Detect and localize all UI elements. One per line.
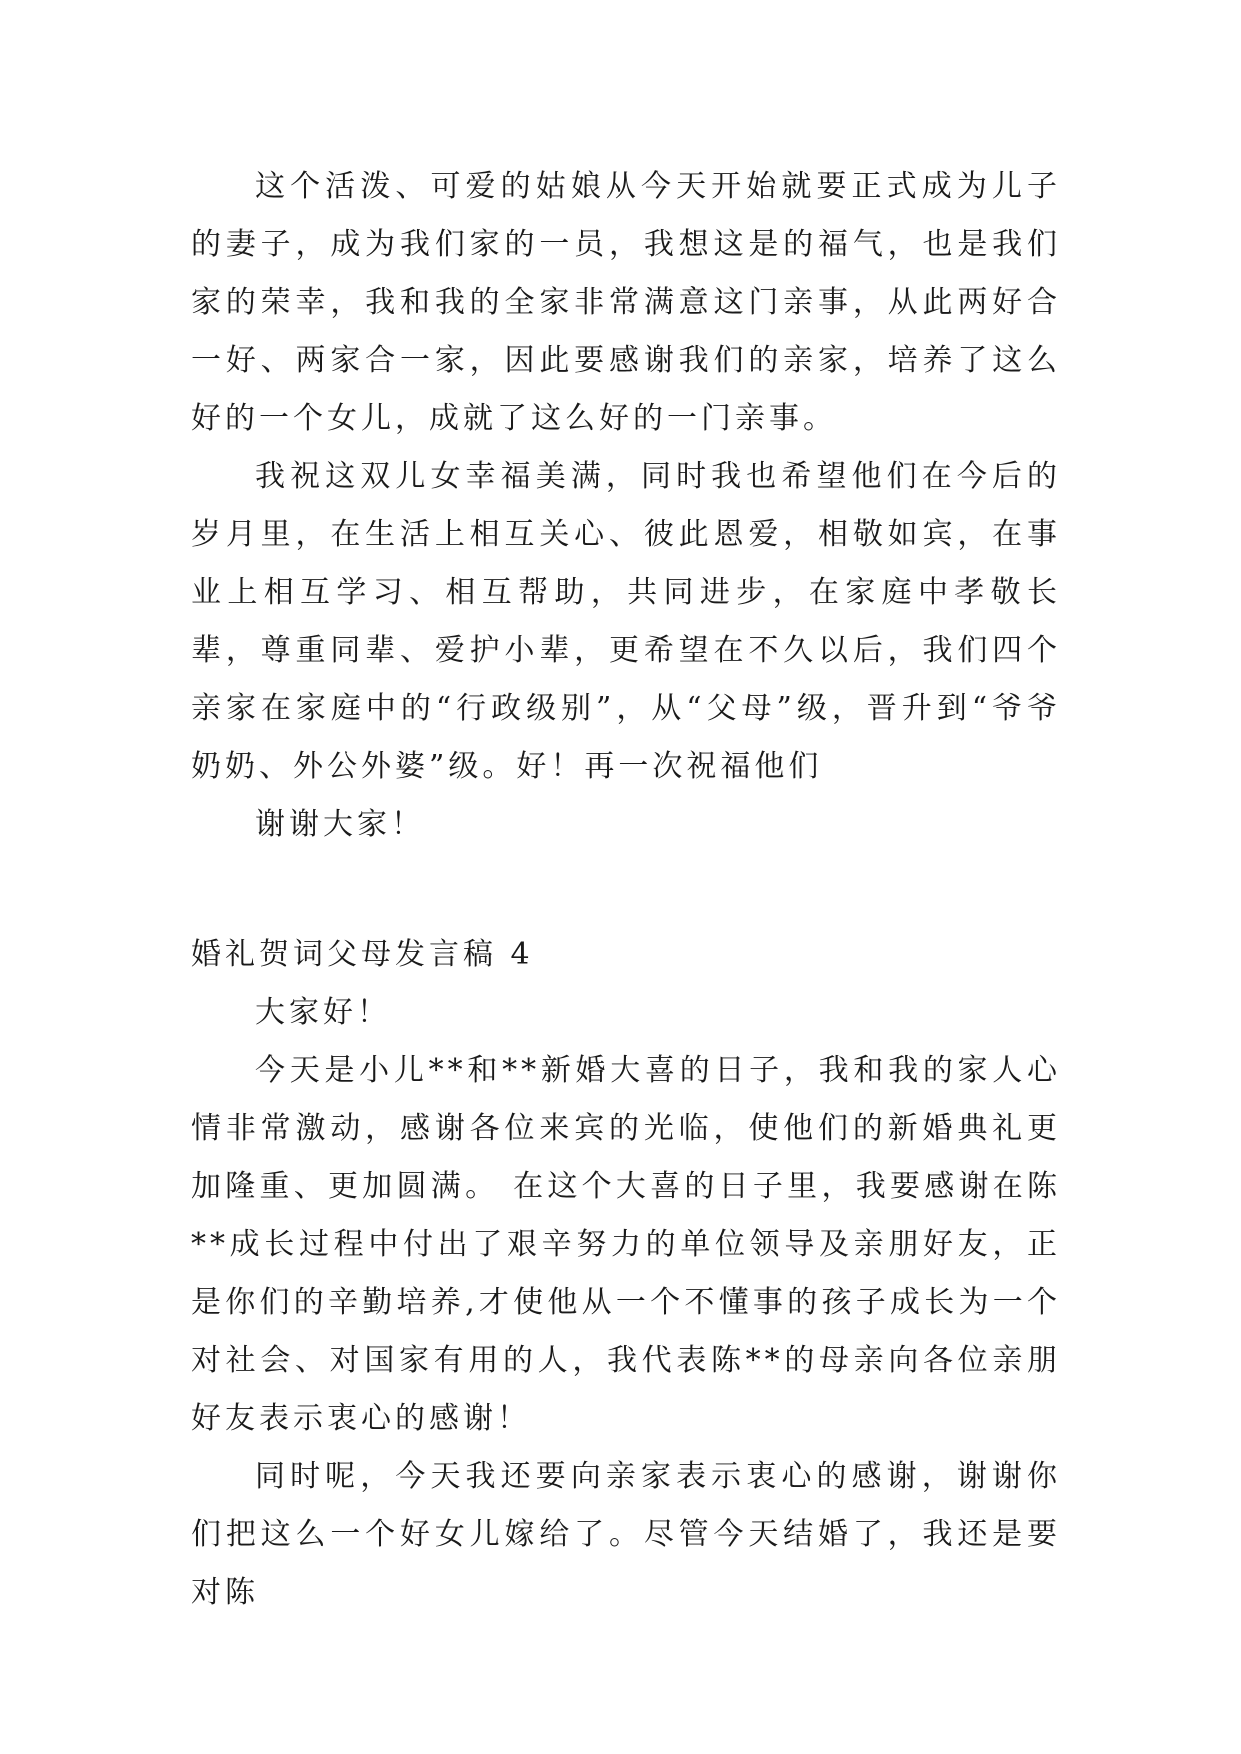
paragraph-thanks: 谢谢大家！ xyxy=(255,807,425,842)
document-body xyxy=(191,158,1061,1622)
paragraph-2: 我祝这双儿女幸福美满，同时我也希望他们在今后的岁月里，在生活上相互关心、彼此恩爱，相敬如宾，在事业上相互学习、相互帮助，共同进步，在家庭中孝敬长辈，尊重同辈、爱护小辈，更希望在不久以后，我们四个亲家在家庭中的“行政级别”，从“父母”级，晋升到“爷爷奶奶、外公外婆”级。好！再一次祝福他们 xyxy=(191,459,1061,784)
section-gap xyxy=(191,854,1061,926)
section-heading: 婚礼贺词父母发言稿 4 xyxy=(191,937,534,972)
greeting: 大家好！ xyxy=(255,995,391,1030)
paragraph-3: 今天是小儿**和**新婚大喜的日子，我和我的家人心情非常激动，感谢各位来宾的光临，使他们的新婚典礼更加隆重、更加圆满。 在这个大喜的日子里，我要感谢在陈**成长过程中付出了艰辛努力的单位领导及亲朋好友，正是你们的辛勤培养,才使他从一个不懂事的孩子成长为一个对社会、对国家有用的人，我代表陈**的母亲向各位亲朋好友表示衷心的感谢！ xyxy=(191,1053,1061,1436)
paragraph-4: 同时呢，今天我还要向亲家表示衷心的感谢，谢谢你们把这么一个好女儿嫁给了。尽管今天结婚了，我还是要对陈 xyxy=(191,1459,1061,1610)
paragraph-1: 这个活泼、可爱的姑娘从今天开始就要正式成为儿子的妻子，成为我们家的一员，我想这是的福气，也是我们家的荣幸，我和我的全家非常满意这门亲事，从此两好合一好、两家合一家，因此要感谢我们的亲家，培养了这么好的一个女儿，成就了这么好的一门亲事。 xyxy=(191,169,1061,436)
